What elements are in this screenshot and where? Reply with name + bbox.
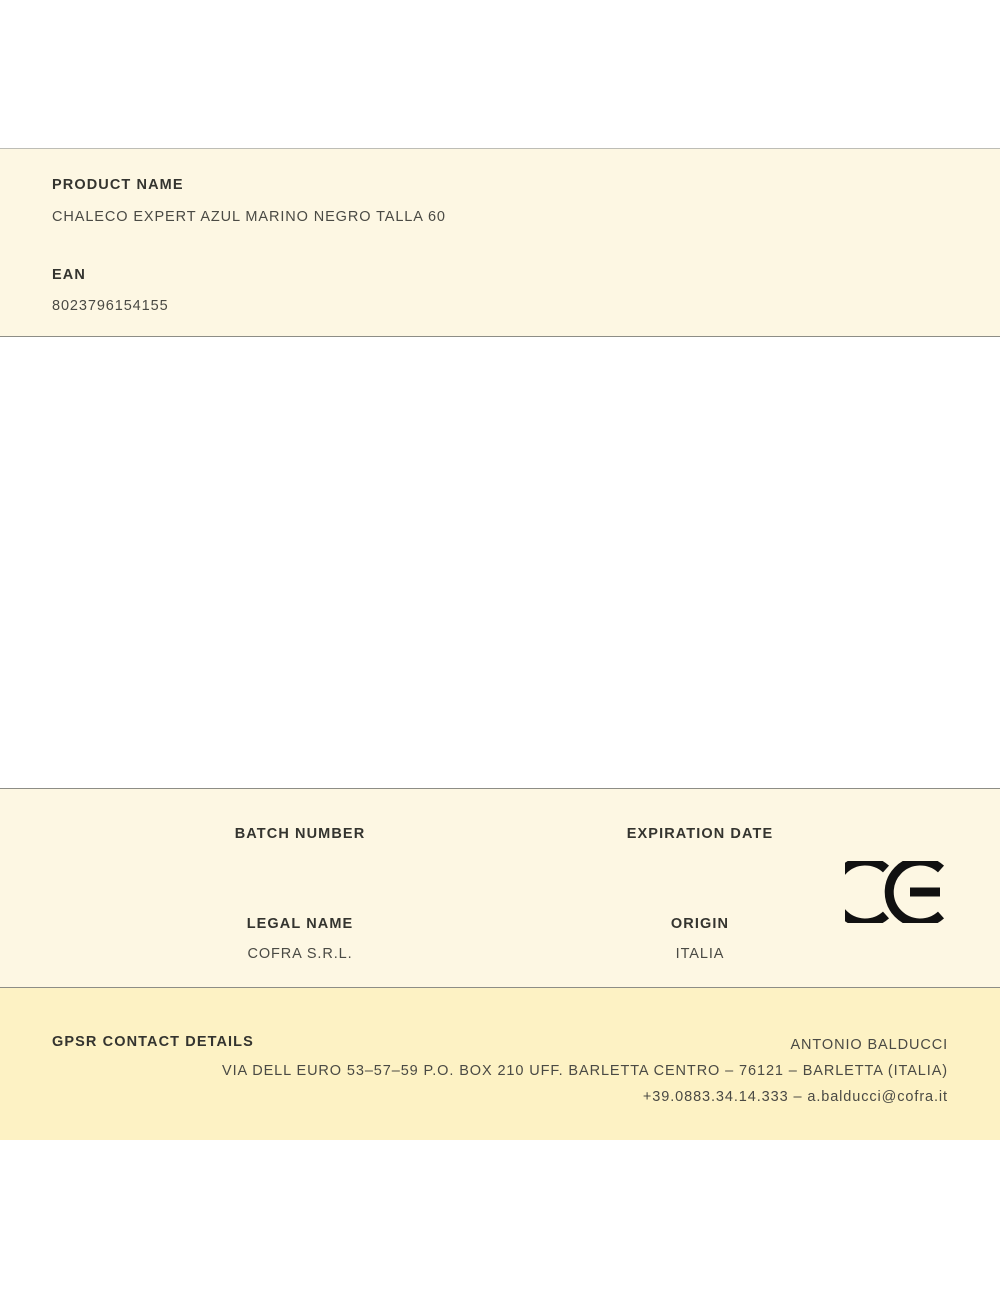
legal-name-label: LEGAL NAME bbox=[246, 916, 354, 932]
batch-number-label: BATCH NUMBER bbox=[234, 826, 366, 842]
bottom-blank-area bbox=[0, 1140, 1000, 1300]
legal-name-value: COFRA S.R.L. bbox=[247, 946, 353, 962]
blank-content-area bbox=[0, 337, 1000, 788]
ean-value: 8023796154155 bbox=[52, 298, 169, 314]
gpsr-phone-email: +39.0883.34.14.333 – a.balducci@cofra.it bbox=[642, 1089, 948, 1105]
ce-marking-icon bbox=[845, 861, 945, 923]
product-info-section bbox=[0, 148, 1000, 337]
expiration-date-label: EXPIRATION DATE bbox=[626, 826, 774, 842]
gpsr-contact-name: ANTONIO BALDUCCI bbox=[790, 1037, 948, 1053]
batch-legal-section bbox=[0, 788, 1000, 988]
product-name-label: PRODUCT NAME bbox=[52, 177, 184, 193]
origin-label: ORIGIN bbox=[670, 916, 730, 932]
origin-value: ITALIA bbox=[675, 946, 725, 962]
ean-label: EAN bbox=[52, 267, 86, 283]
product-name-value: CHALECO EXPERT AZUL MARINO NEGRO TALLA 60 bbox=[52, 209, 446, 225]
gpsr-contact-label: GPSR CONTACT DETAILS bbox=[52, 1034, 254, 1050]
gpsr-contact-section bbox=[0, 988, 1000, 1140]
gpsr-address: VIA DELL EURO 53–57–59 P.O. BOX 210 UFF. BARLETTA CENTRO – 76121 – BARLETTA (ITALIA) bbox=[222, 1063, 948, 1079]
gpsr-contact-details bbox=[222, 1032, 948, 1110]
